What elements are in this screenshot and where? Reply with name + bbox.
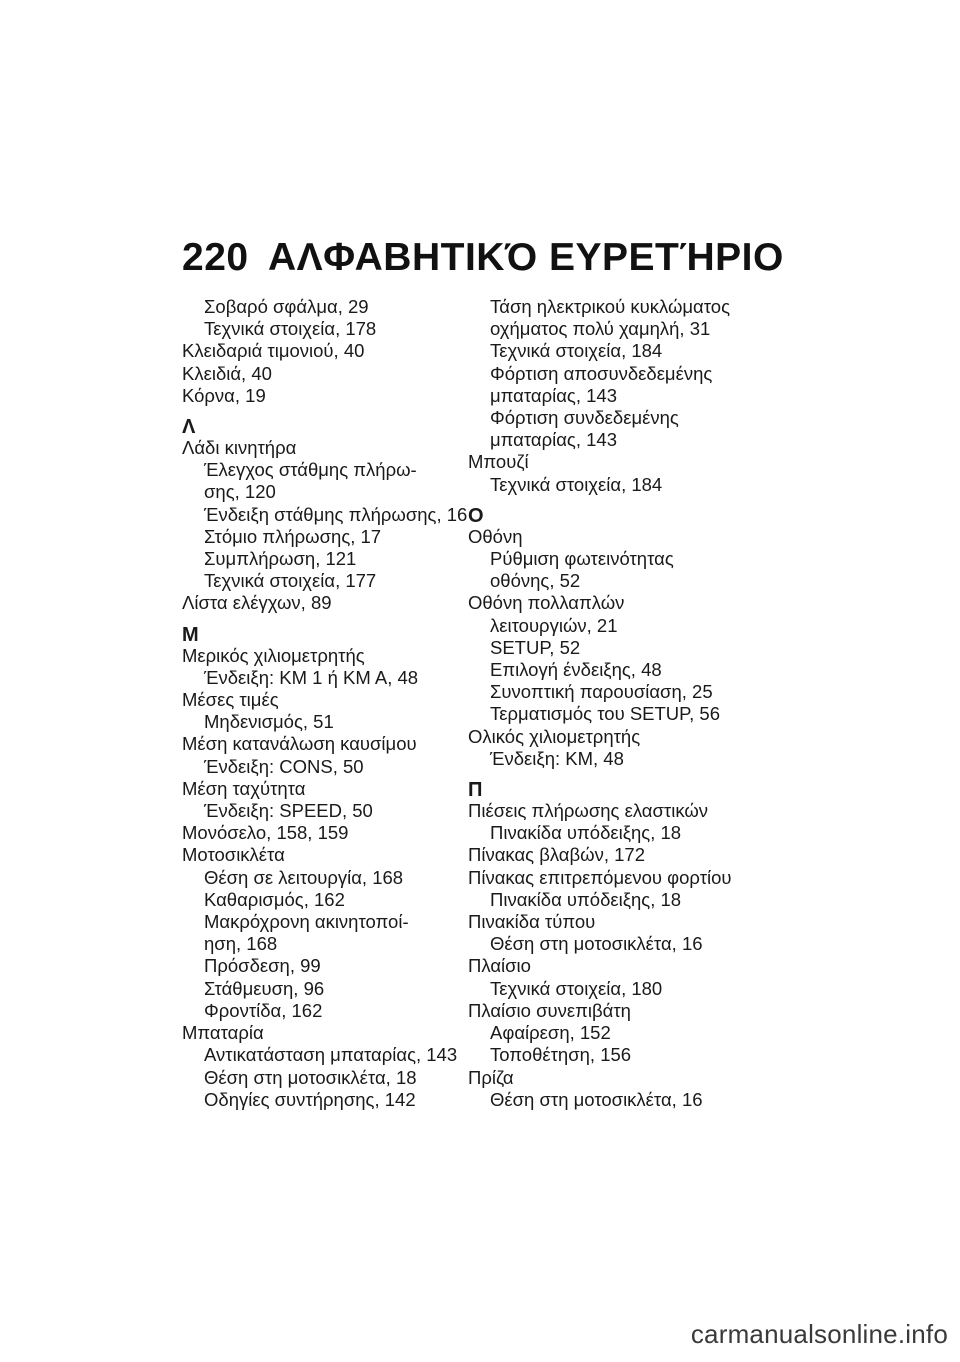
index-entry: Μονόσελο, 158, 159 <box>182 822 349 844</box>
index-subentry: Τεχνικά στοιχεία, 178 <box>204 318 377 340</box>
page-header <box>182 236 784 280</box>
index-subentry: Ένδειξη στάθμης πλήρωσης, 16 <box>204 503 468 525</box>
index-section-letter: Μ <box>182 623 199 646</box>
index-subentry: Τεχνικά στοιχεία, 177 <box>204 570 377 592</box>
index-entry: Πινακίδα τύπου <box>468 911 596 933</box>
index-subentry: λειτουργιών, 21 <box>490 614 618 636</box>
index-entry: Πλαίσιο <box>468 955 531 977</box>
page-number: 220 <box>182 236 249 279</box>
index-entry: Λίστα ελέγχων, 89 <box>182 592 332 614</box>
index-subentry: Θέση στη μοτοσικλέτα, 16 <box>490 933 703 955</box>
index-subentry: Αντικατάσταση μπαταρίας, 143 <box>204 1044 458 1066</box>
index-subentry: σης, 120 <box>204 481 276 503</box>
index-subentry: Φροντίδα, 162 <box>204 999 323 1021</box>
index-subentry: Τεχνικά στοιχεία, 184 <box>490 473 663 495</box>
index-subentry: οθόνης, 52 <box>490 570 581 592</box>
index-subentry: Ένδειξη: CONS, 50 <box>204 755 364 777</box>
index-entry: Μέση ταχύτητα <box>182 777 306 799</box>
index-subentry: Ρύθμιση φωτεινότητας <box>490 548 674 570</box>
index-subentry: Θέση σε λειτουργία, 168 <box>204 866 404 888</box>
index-subentry: Θέση στη μοτοσικλέτα, 16 <box>490 1088 703 1110</box>
index-subentry: SETUP, 52 <box>490 636 581 658</box>
index-entry: Οθόνη πολλαπλών <box>468 592 625 614</box>
index-subentry: Φόρτιση συνδεδεμένης <box>490 407 679 429</box>
index-subentry: Ένδειξη: KM 1 ή KM A, 48 <box>204 666 419 688</box>
index-column-left <box>182 296 472 1111</box>
index-subentry: Οδηγίες συντήρησης, 142 <box>204 1088 416 1110</box>
index-subentry: Πινακίδα υπόδειξης, 18 <box>490 888 682 910</box>
index-entry: Πρίζα <box>468 1066 514 1088</box>
index-subentry: Μακρόχρονη ακινητοποί- <box>204 911 409 933</box>
index-subentry: Τεχνικά στοιχεία, 180 <box>490 977 663 999</box>
index-subentry: Στόμιο πλήρωσης, 17 <box>204 525 382 547</box>
index-subentry: Έλεγχος στάθμης πλήρω- <box>204 459 417 481</box>
index-entry: Κλειδιά, 40 <box>182 362 272 384</box>
index-section-letter: Ο <box>468 504 484 527</box>
index-subentry: ηση, 168 <box>204 933 278 955</box>
index-section-letter: Π <box>468 779 483 802</box>
index-entry: Πλαίσιο συνεπιβάτη <box>468 999 631 1021</box>
index-entry: Κόρνα, 19 <box>182 384 266 406</box>
index-entry: Λάδι κινητήρα <box>182 437 297 459</box>
watermark: carmanualsonline.info <box>690 1319 948 1349</box>
page-title: ΑΛΦΑΒΗΤΙΚΌ ΕΥΡΕΤΉΡΙΟ <box>268 236 784 279</box>
index-subentry: Μηδενισμός, 51 <box>204 711 334 733</box>
index-entry: Μερικός χιλιομετρητής <box>182 644 365 666</box>
index-subentry: Τάση ηλεκτρικού κυκλώματος <box>490 296 730 317</box>
index-entry: Κλειδαριά τιμονιού, 40 <box>182 340 365 362</box>
index-entry: Μπουζί <box>468 451 529 473</box>
index-entry: Μπαταρία <box>182 1022 264 1044</box>
index-entry: Ολικός χιλιομετρητής <box>468 725 641 747</box>
index-subentry: Τεχνικά στοιχεία, 184 <box>490 340 663 362</box>
index-subentry: μπαταρίας, 143 <box>490 384 617 406</box>
index-subentry: Ένδειξη: KM, 48 <box>490 747 624 769</box>
index-subentry: Στάθμευση, 96 <box>204 977 325 999</box>
index-column-right <box>468 296 758 1111</box>
index-entry: Πίνακας βλαβών, 172 <box>468 844 645 866</box>
index-subentry: Αφαίρεση, 152 <box>490 1022 611 1044</box>
index-subentry: Καθαρισμός, 162 <box>204 888 345 910</box>
index-subentry: Πρόσδεση, 99 <box>204 955 321 977</box>
index-entry: Μοτοσικλέτα <box>182 844 285 866</box>
index-entry: Μέση κατανάλωση καυσίμου <box>182 733 417 755</box>
index-subentry: Θέση στη μοτοσικλέτα, 18 <box>204 1066 417 1088</box>
index-subentry: Επιλογή ένδειξης, 48 <box>490 659 662 681</box>
index-subentry: Πινακίδα υπόδειξης, 18 <box>490 822 682 844</box>
index-entry: Πιέσεις πλήρωσης ελαστικών <box>468 800 709 822</box>
index-subentry: Ένδειξη: SPEED, 50 <box>204 800 373 822</box>
index-subentry: Συμπλήρωση, 121 <box>204 548 357 570</box>
index-subentry: Τοποθέτηση, 156 <box>490 1044 632 1066</box>
index-subentry: Σοβαρό σφάλμα, 29 <box>204 296 369 317</box>
index-subentry: Φόρτιση αποσυνδεδεμένης <box>490 362 713 384</box>
index-section-letter: Λ <box>182 416 196 439</box>
index-entry: Οθόνη <box>468 525 523 547</box>
index-entry: Μέσες τιμές <box>182 689 279 711</box>
index-subentry: Συνοπτική παρουσίαση, 25 <box>490 681 713 703</box>
index-subentry: οχήματος πολύ χαμηλή, 31 <box>490 318 711 340</box>
index-entry: Πίνακας επιτρεπόμενου φορτίου <box>468 866 732 888</box>
index-subentry: Τερματισμός του SETUP, 56 <box>490 703 720 725</box>
index-subentry: μπαταρίας, 143 <box>490 429 617 451</box>
